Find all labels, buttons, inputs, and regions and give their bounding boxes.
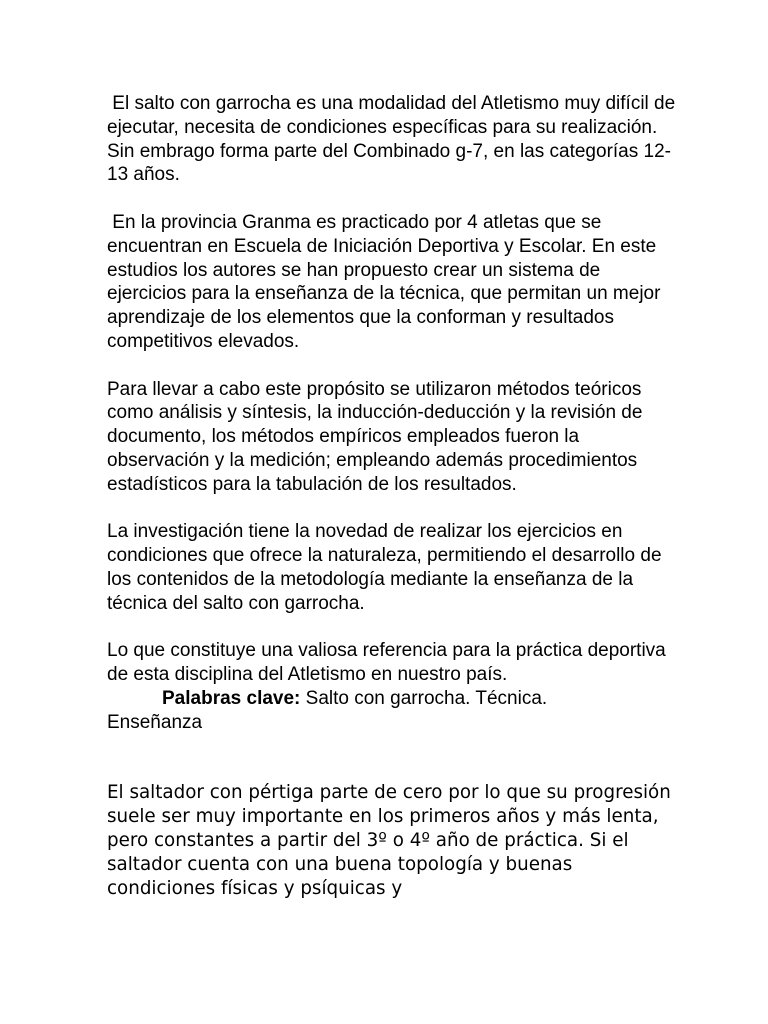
abstract-paragraph-5: Lo que constituye una valiosa referencia para la práctica deportiva de esta disciplina del Atletismo en nuestro país. <box>107 640 672 686</box>
abstract-paragraph-1: El salto con garrocha es una modalidad del Atletismo muy difícil de ejecutar, necesita de condiciones específicas para su realización. Sin embrago forma parte del Combinado g-7, en las categorías 12-13 años. <box>107 93 681 186</box>
abstract-paragraph-3: Para llevar a cabo este propósito se utilizaron métodos teóricos como análisis y síntesis, la inducción-deducción y la revisión de documento, los métodos empíricos empleados fueron la observación y la medición; empleando además procedimientos estadísticos para la tabulación de los resultados. <box>107 378 648 495</box>
keywords-label: Palabras clave: <box>162 687 301 709</box>
keywords-line <box>107 687 677 711</box>
document-page <box>107 92 681 901</box>
keywords-value: Salto con garrocha. Técnica. <box>300 687 548 709</box>
keywords-continuation: Enseñanza <box>107 711 203 733</box>
abstract-paragraph-4: La investigación tiene la novedad de realizar los ejercicios en condiciones que ofrece la naturaleza, permitiendo el desarrollo de los contenidos de la metodología mediante la enseñanza de la técnica del salto con garrocha. <box>107 521 667 614</box>
body-paragraph: El saltador con pértiga parte de cero por lo que su progresión suele ser muy importante en los primeros años y más lenta, pero constantes a partir del 3º o 4º año de práctica. Si el saltador cuenta con una buena topología y buenas condiciones físicas y psíquicas y <box>107 781 677 899</box>
abstract-paragraph-2: En la provincia Granma es practicado por 4 atletas que se encuentran en Escuela de Iniciación Deportiva y Escolar. En este estudios los autores se han propuesto crear un sistema de ejercicios para la enseñanza de la técnica, que permitan un mejor aprendizaje de los elementos que la conforman y resultados competitivos elevados. <box>107 211 666 352</box>
